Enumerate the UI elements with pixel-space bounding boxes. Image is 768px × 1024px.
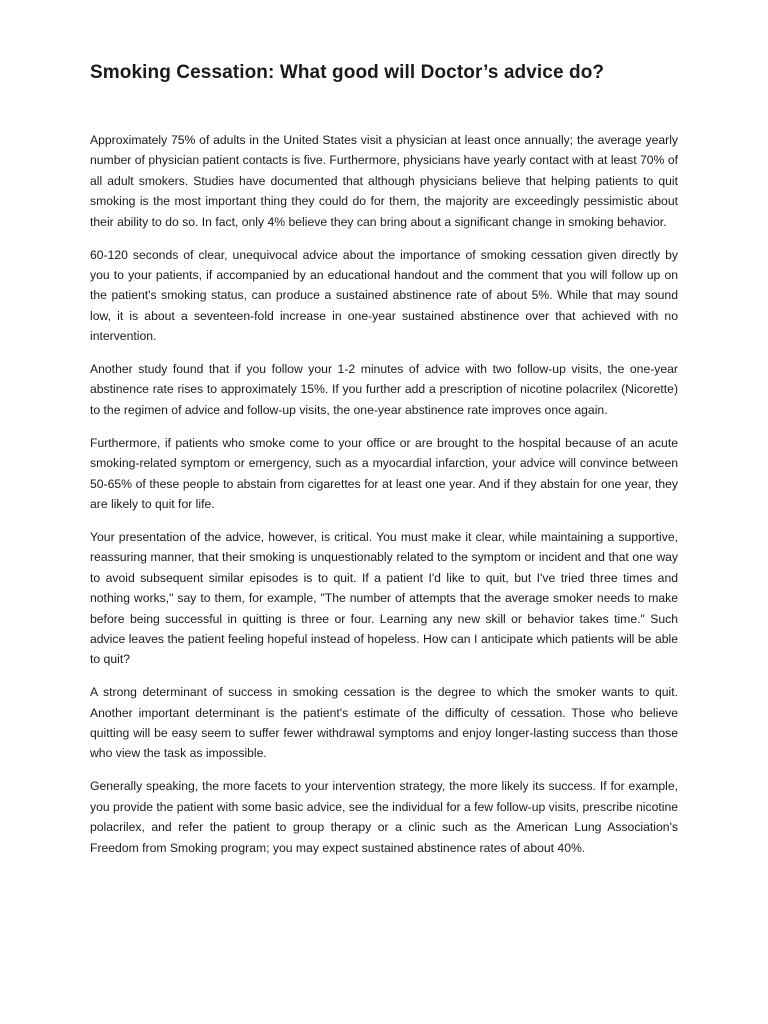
document-body <box>90 130 678 858</box>
paragraph-physician-contact: Approximately 75% of adults in the United States visit a physician at least once annually; the average yearly number of physician patient contacts is five. Furthermore, physicians have yearly contact with at least 70% of all adult smokers. Studies have documented that although physicians believe that helping patients to quit smoking is the most important thing they could do for them, the majority are exceedingly pessimistic about their ability to do so. In fact, only 4% believe they can bring about a significant change in smoking behavior. <box>90 133 678 229</box>
paragraph-determinants: A strong determinant of success in smoking cessation is the degree to which the smoker wants to quit. Another important determinant is the patient's estimate of the difficulty of cessation. Those who believe quitting will be easy seem to suffer fewer withdrawal symptoms and enjoy longer-lasting success than those who view the task as impossible. <box>90 685 678 761</box>
paragraph-intervention-strategy: Generally speaking, the more facets to your intervention strategy, the more likely its success. If for example, you provide the patient with some basic advice, see the individual for a few follow-up visits, prescribe nicotine polacrilex, and refer the patient to group therapy or a clinic such as the American Lung Association's Freedom from Smoking program; you may expect sustained abstinence rates of about 40%. <box>90 779 679 855</box>
paragraph-presentation: Your presentation of the advice, however, is critical. You must make it clear, while maintaining a supportive, reassuring manner, that their smoking is unquestionably related to the symptom or incident and that one way to avoid subsequent similar episodes is to quit. If a patient I'd like to quit, but I've tried three times and nothing works," say to them, for example, "The number of attempts that the average smoker needs to make before being successful in quitting is three or four. Learning any new skill or behavior takes time." Such advice leaves the patient feeling hopeful instead of hopeless. How can I anticipate which patients will be able to quit? <box>90 529 678 667</box>
document-title: Smoking Cessation: What good will Doctor’s advice do? <box>90 62 605 83</box>
paragraph-acute-symptoms: Furthermore, if patients who smoke come to your office or are brought to the hospital because of an acute smoking-related symptom or emergency, such as a myocardial infarction, your advice will convince between 50-65% of these people to abstain from cigarettes for at least one year. And if they abstain for one year, they are likely to quit for life. <box>90 435 678 511</box>
paragraph-follow-up-visits: Another study found that if you follow your 1-2 minutes of advice with two follow-up visits, the one-year abstinence rate rises to approximately 15%. If you further add a prescription of nicotine polacrilex (Nicorette) to the regimen of advice and follow-up visits, the one-year abstinence rate improves once again. <box>90 362 678 417</box>
paragraph-brief-advice: 60-120 seconds of clear, unequivocal advice about the importance of smoking cessation given directly by you to your patients, if accompanied by an educational handout and the comment that you will follow up on the patient's smoking status, can produce a sustained abstinence rate of about 5%. While that may sound low, it is about a seventeen-fold increase in one-year sustained abstinence over that achieved with no intervention. <box>90 247 678 344</box>
